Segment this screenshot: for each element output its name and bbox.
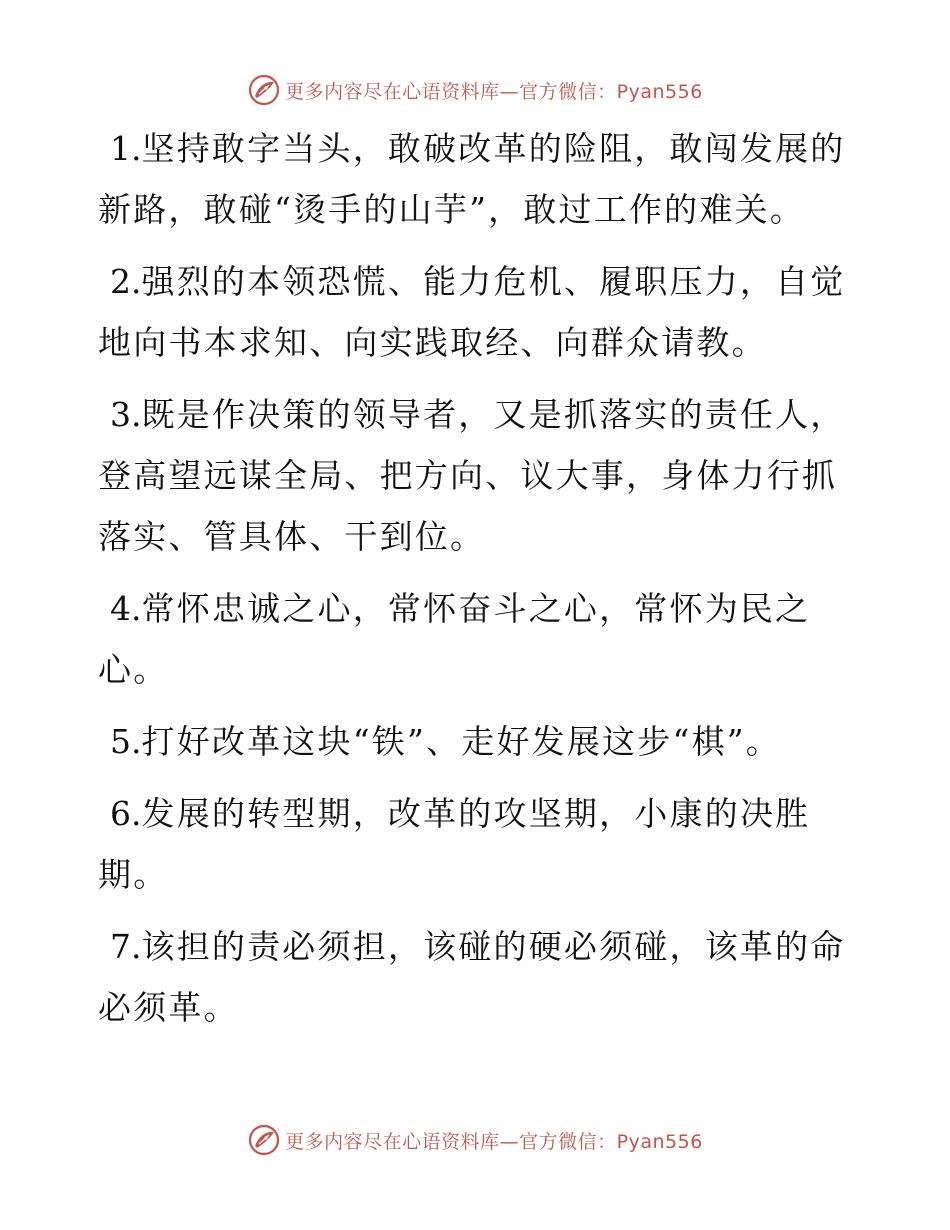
item-text: 既是作决策的领导者，又是抓落实的责任人，登高望远谋全局、把方向、议大事，身体力行抓落实、管具体、干到位。 (98, 395, 846, 556)
list-item (98, 916, 858, 1038)
item-number: 7. (110, 927, 142, 966)
list-item (98, 578, 858, 700)
item-text: 发展的转型期，改革的攻坚期，小康的决胜期。 (98, 794, 811, 894)
item-text: 常怀忠诚之心，常怀奋斗之心，常怀为民之心。 (98, 589, 811, 689)
item-text: 强烈的本领恐慌、能力危机、履职压力，自觉地向书本求知、向实践取经、向群众请教。 (98, 262, 846, 362)
item-text: 该担的责必须担，该碰的硬必须碰，该革的命必须革。 (98, 927, 846, 1027)
item-number: 6. (110, 794, 142, 833)
banner-text: 更多内容尽在心语资料库—官方微信：Pyan556 (285, 80, 703, 103)
item-number: 2. (110, 262, 142, 301)
list-item (98, 251, 858, 373)
document-body (98, 118, 858, 1049)
pen-nib-logo-icon (247, 1123, 281, 1157)
list-item (98, 711, 858, 772)
footer-banner (0, 1120, 950, 1160)
item-text: 坚持敢字当头，敢破改革的险阻，敢闯发展的新路，敢碰“烫手的山芋”，敢过工作的难关。 (98, 129, 846, 229)
item-number: 5. (110, 722, 142, 761)
list-item (98, 384, 858, 567)
list-item (98, 118, 858, 240)
header-banner (0, 70, 950, 110)
banner-text: 更多内容尽在心语资料库—官方微信：Pyan556 (285, 1130, 703, 1153)
item-number: 3. (110, 395, 142, 434)
item-text: 打好改革这块“铁”、走好发展这步“棋”。 (141, 722, 781, 761)
list-item (98, 783, 858, 905)
item-number: 4. (110, 589, 142, 628)
pen-nib-logo-icon (247, 73, 281, 107)
item-number: 1. (110, 129, 142, 168)
